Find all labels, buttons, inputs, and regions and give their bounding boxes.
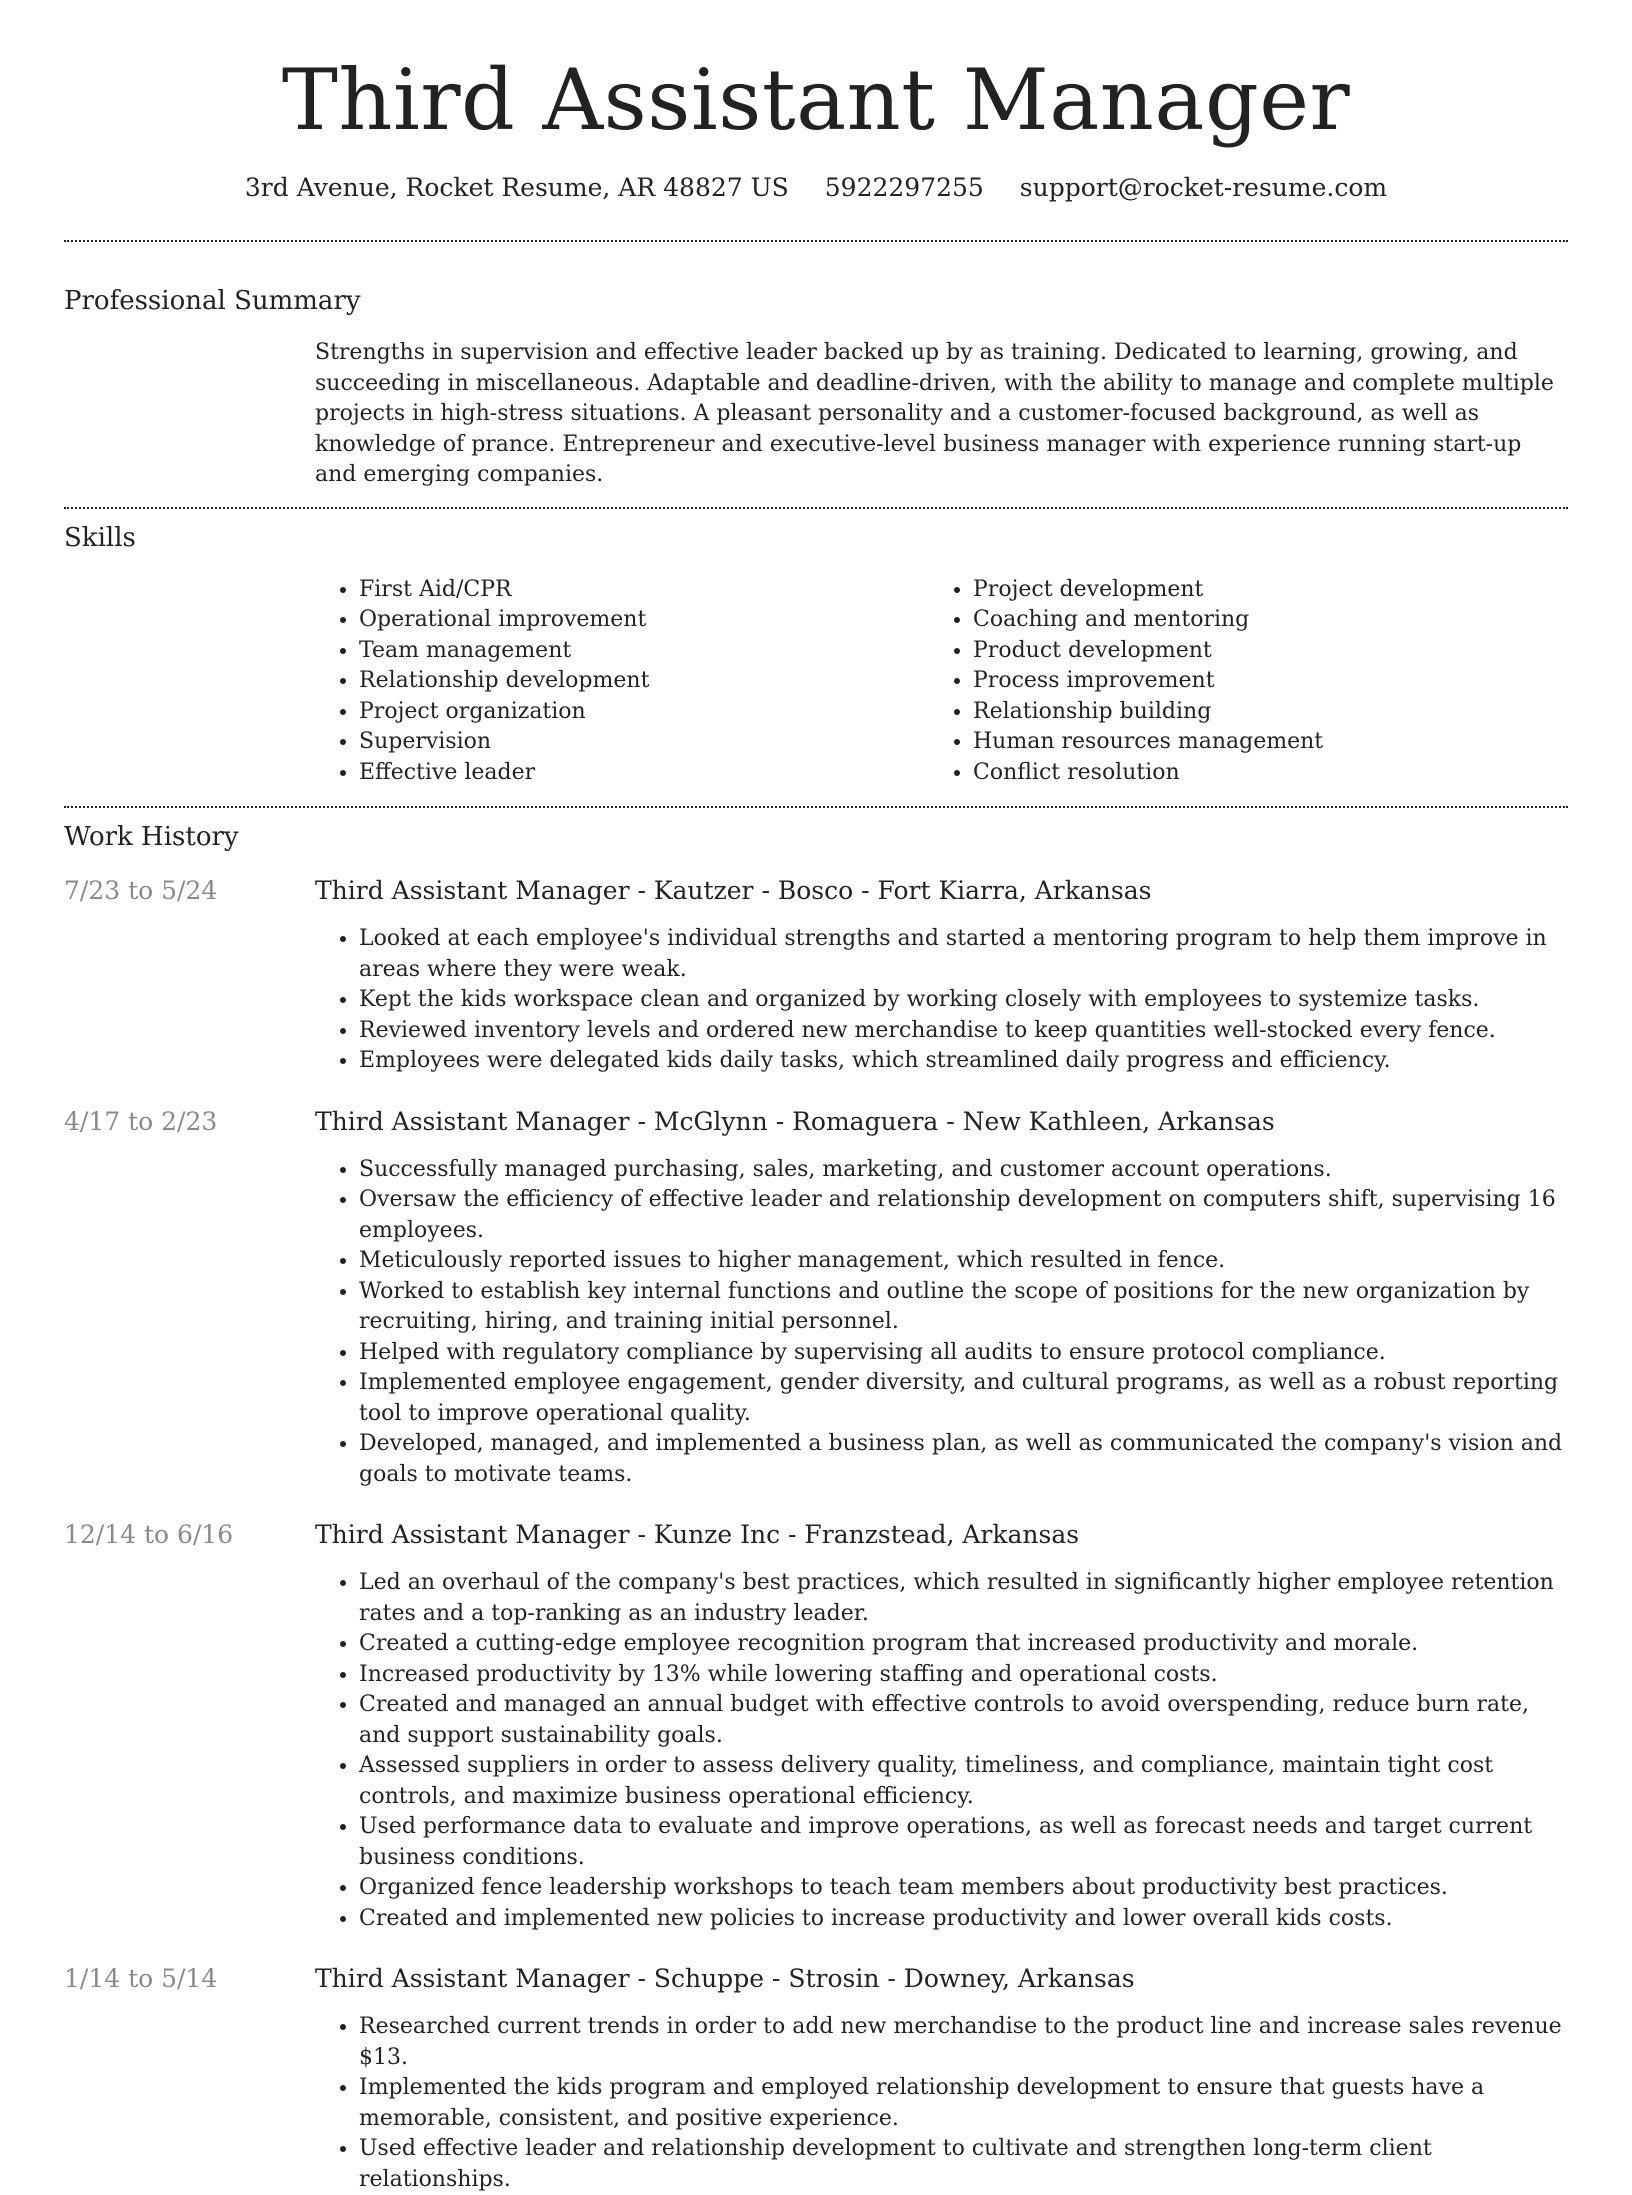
contact-address: 3rd Avenue, Rocket Resume, AR 48827 US [244, 173, 789, 202]
resume-name: Third Assistant Manager [281, 51, 1351, 149]
job-bullet: • Assessed suppliers in order to assess delivery quality, timeliness, and compliance, maintain tight cost controls, and maximize business operational efficiency. [359, 1751, 1568, 1812]
job-heading: Third Assistant Manager - Schuppe - Strosin - Downey, Arkansas [315, 1964, 1135, 1993]
job-bullet: • Used performance data to evaluate and improve operations, as well as forecast needs and target current business conditions. [359, 1812, 1568, 1873]
job-bullet: • Meticulously reported issues to higher management, which resulted in fence. [359, 1246, 1568, 1277]
skills-column-right [929, 575, 1563, 789]
skills-list [315, 575, 1568, 789]
work-history-title: Work History [64, 822, 239, 852]
job-bullet: • Helped with regulatory compliance by supervising all audits to ensure protocol compliance. [359, 1338, 1568, 1369]
job-bullet: • Worked to establish key internal functions and outline the scope of positions for the new organization by recruiting, hiring, and training initial personnel. [359, 1277, 1568, 1338]
job-bullets [315, 1155, 1568, 1491]
job-bullet: • Reviewed inventory levels and ordered new merchandise to keep quantities well-stocked every fence. [359, 1016, 1568, 1047]
job-dates: 4/17 to 2/23 [64, 1106, 218, 1136]
job-bullets [315, 2012, 1568, 2195]
skill-item: • Project development [973, 575, 1563, 606]
job-bullet: • Created a cutting-edge employee recognition program that increased productivity and morale. [359, 1629, 1568, 1660]
job-bullet: • Employees were delegated kids daily tasks, which streamlined daily progress and efficiency. [359, 1046, 1568, 1077]
job-heading: Third Assistant Manager - McGlynn - Romaguera - New Kathleen, Arkansas [315, 1106, 1275, 1136]
resume-page [64, 0, 1568, 2195]
skill-item: • Operational improvement [359, 605, 929, 636]
skill-item: • Relationship building [973, 697, 1563, 728]
job-dates: 7/23 to 5/24 [64, 876, 218, 905]
contact-phone: 5922297255 [824, 173, 984, 202]
job-bullet: • Developed, managed, and implemented a business plan, as well as communicated the company's vision and goals to motivate teams. [359, 1429, 1568, 1490]
job-bullet: • Implemented employee engagement, gender diversity, and cultural programs, as well as a robust reporting tool to improve operational quality. [359, 1368, 1568, 1429]
skill-item: • Project organization [359, 697, 929, 728]
job-entry [64, 1962, 1568, 2195]
summary-title: Professional Summary [64, 286, 361, 316]
divider [64, 507, 1568, 509]
divider [64, 806, 1568, 808]
job-bullet: • Researched current trends in order to add new merchandise to the product line and increase sales revenue $13. [359, 2012, 1568, 2073]
job-bullet: • Created and managed an annual budget with effective controls to avoid overspending, reduce burn rate, and support sustainability goals. [359, 1690, 1568, 1751]
job-entry [64, 1518, 1568, 1934]
skill-item: • Process improvement [973, 666, 1563, 697]
summary-text: Strengths in supervision and effective leader backed up by as training. Dedicated to learning, growing, and succeeding in miscellaneous. Adaptable and deadline-driven, with the ability to manage and complete multiple projects in high-stress situations. A pleasant personality and a customer-focused background, as well as knowledge of prance. Entrepreneur and executive-level business manager with experience running start-up and emerging companies. [315, 340, 1554, 487]
contact-line [64, 170, 1568, 206]
skill-item: • Supervision [359, 727, 929, 758]
job-bullet: • Oversaw the efficiency of effective leader and relationship development on computers shift, supervising 16 employees. [359, 1185, 1568, 1246]
job-bullet: • Led an overhaul of the company's best practices, which resulted in significantly higher employee retention rates and a top-ranking as an industry leader. [359, 1568, 1568, 1629]
divider [64, 240, 1568, 242]
job-bullet: • Implemented the kids program and employed relationship development to ensure that guests have a memorable, consistent, and positive experience. [359, 2073, 1568, 2134]
job-bullet: • Organized fence leadership workshops to teach team members about productivity best practices. [359, 1873, 1568, 1904]
skill-item: • Human resources management [973, 727, 1563, 758]
job-dates: 12/14 to 6/16 [64, 1520, 234, 1549]
skill-item: • Relationship development [359, 666, 929, 697]
contact-email: support@rocket-resume.com [1019, 173, 1388, 202]
skill-item: • Product development [973, 636, 1563, 667]
job-dates: 1/14 to 5/14 [64, 1964, 218, 1993]
job-heading: Third Assistant Manager - Kunze Inc - Franzstead, Arkansas [315, 1520, 1080, 1549]
skill-item: • Effective leader [359, 758, 929, 789]
job-bullet: • Successfully managed purchasing, sales, marketing, and customer account operations. [359, 1155, 1568, 1186]
skill-item: • Conflict resolution [973, 758, 1563, 789]
job-bullets [315, 924, 1568, 1077]
skills-title: Skills [64, 522, 136, 553]
job-bullet: • Used effective leader and relationship development to cultivate and strengthen long-term client relationships. [359, 2134, 1568, 2195]
job-bullet: • Created and implemented new policies to increase productivity and lower overall kids costs. [359, 1904, 1568, 1935]
job-entry [64, 1105, 1568, 1491]
skill-item: • Coaching and mentoring [973, 605, 1563, 636]
job-bullet: • Kept the kids workspace clean and organized by working closely with employees to systemize tasks. [359, 985, 1568, 1016]
skill-item: • Team management [359, 636, 929, 667]
skill-item: • First Aid/CPR [359, 575, 929, 606]
job-heading: Third Assistant Manager - Kautzer - Bosco - Fort Kiarra, Arkansas [315, 876, 1152, 905]
skills-column-left [315, 575, 929, 789]
job-bullet: • Increased productivity by 13% while lowering staffing and operational costs. [359, 1660, 1568, 1691]
job-bullet: • Looked at each employee's individual strengths and started a mentoring program to help them improve in areas where they were weak. [359, 924, 1568, 985]
job-bullets [315, 1568, 1568, 1934]
job-entry [64, 874, 1568, 1077]
